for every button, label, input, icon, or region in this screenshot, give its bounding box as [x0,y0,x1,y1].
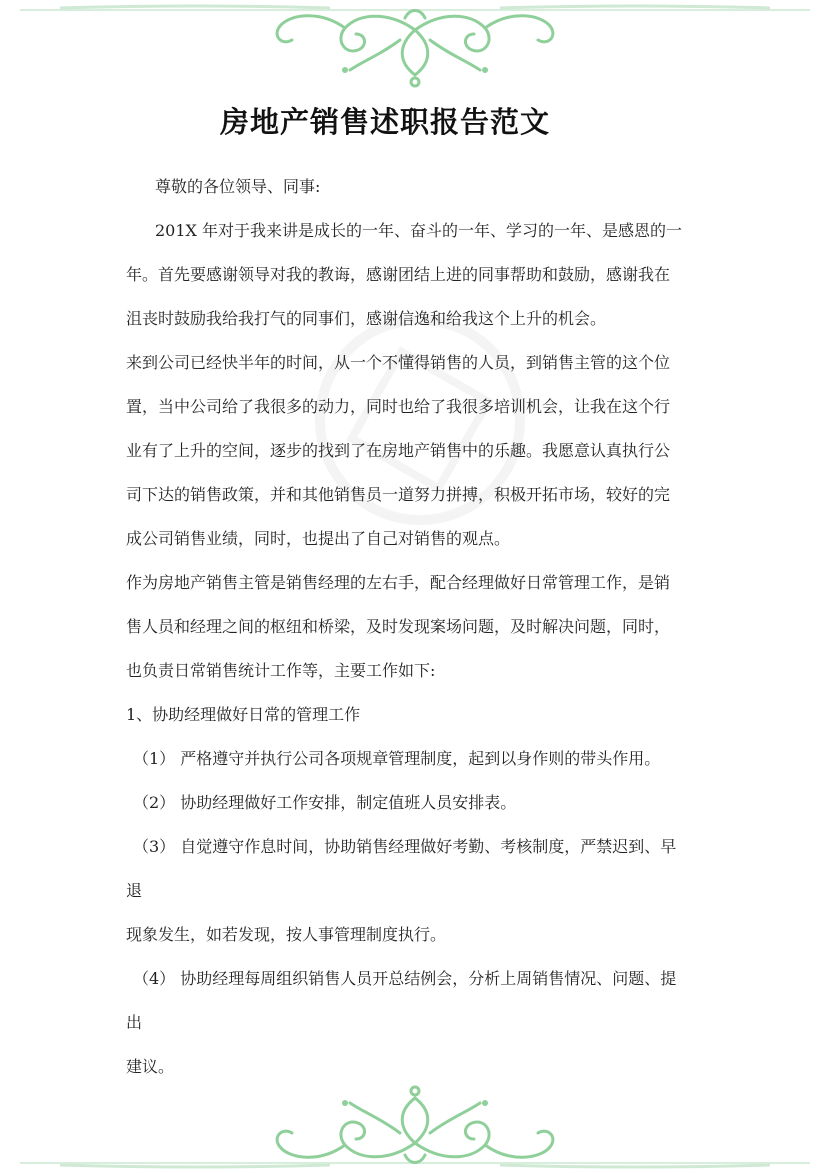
bottom-floral-ornament-icon [0,1085,830,1173]
paragraph-line: 也负责日常销售统计工作等，主要工作如下: [126,661,436,680]
list-item-continuation: 现象发生，如若发现，按人事管理制度执行。 [126,925,447,944]
paragraph-line: 作为房地产销售主管是销售经理的左右手，配合经理做好日常管理工作，是销 [126,573,671,592]
list-item: （4） 协助经理每周组织销售人员开总结例会，分析上周销售情况、问题、提 [133,969,677,988]
paragraph-line: 司下达的销售政策，并和其他销售员一道努力拼搏，积极开拓市场，较好的完 [126,485,671,504]
greeting-line: 尊敬的各位领导、同事: [155,177,321,196]
paragraph-line: 业有了上升的空间，逐步的找到了在房地产销售中的乐趣。我愿意认真执行公 [126,441,671,460]
list-item: （2） 协助经理做好工作安排，制定值班人员安排表。 [133,793,517,812]
list-item: （1） 严格遵守并执行公司各项规章管理制度，起到以身作则的带头作用。 [133,749,661,768]
paragraph-line: 置，当中公司给了我很多的动力，同时也给了我很多培训机会，让我在这个行 [126,397,671,416]
paragraph-line: 售人员和经理之间的枢纽和桥梁，及时发现案场问题，及时解决问题，同时， [126,617,671,636]
list-item-continuation: 建议。 [126,1057,175,1076]
list-item-continuation: 退 [126,881,143,900]
list-item: （3） 自觉遵守作息时间，协助销售经理做好考勤、考核制度，严禁迟到、早 [133,837,677,856]
paragraph-line: 来到公司已经快半年的时间，从一个不懂得销售的人员，到销售主管的这个位 [126,353,671,372]
top-floral-ornament-icon [0,0,830,95]
document-title: 房地产销售述职报告范文 [219,105,550,139]
paragraph-line: 201X 年对于我来讲是成长的一年、奋斗的一年、学习的一年、是感恩的一 [155,221,683,240]
section-heading: 1、协助经理做好日常的管理工作 [126,705,361,724]
list-item-continuation: 出 [126,1013,143,1032]
paragraph-line: 年。首先要感谢领导对我的教诲，感谢团结上进的同事帮助和鼓励，感谢我在 [126,265,671,284]
paragraph-line: 成公司销售业绩，同时，也提出了自己对销售的观点。 [126,529,511,548]
paragraph-line: 沮丧时鼓励我给我打气的同事们，感谢信逸和给我这个上升的机会。 [126,309,607,328]
